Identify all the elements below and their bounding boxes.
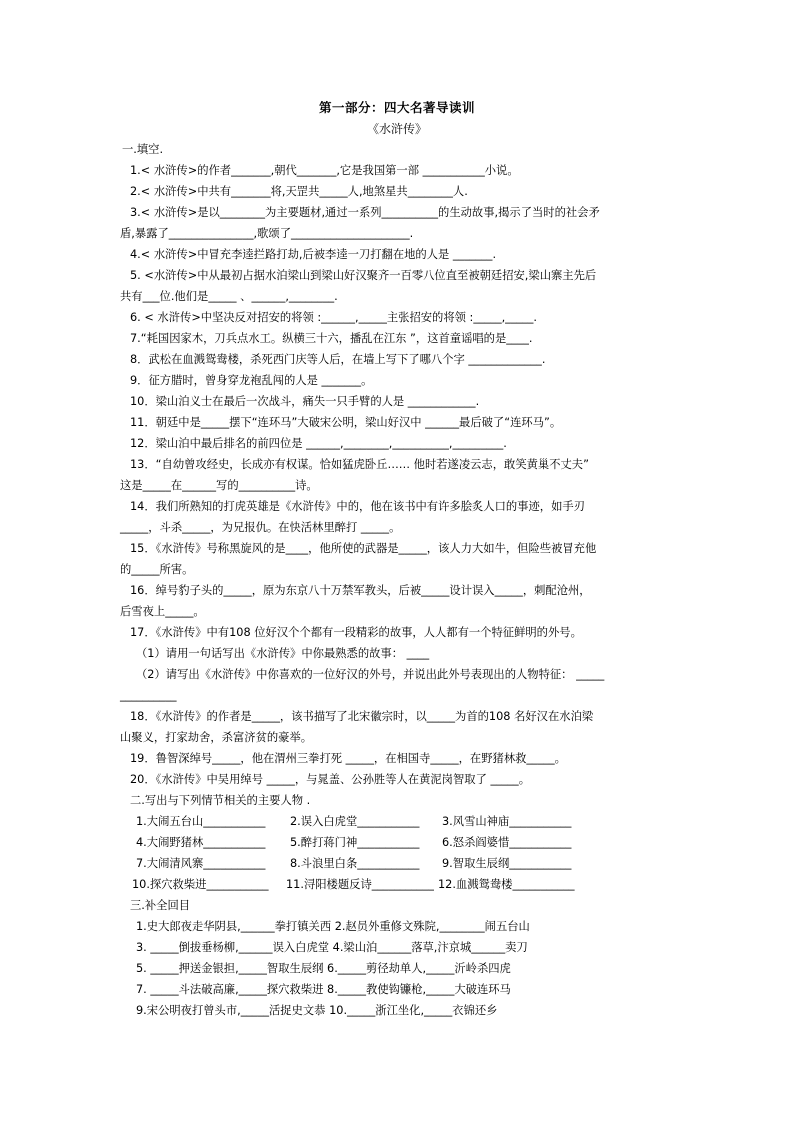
chapter-line: 3. _____倒拔垂杨柳,______误入白虎堂 4.梁山泊______落草,汴京城______卖刀 bbox=[136, 941, 528, 954]
chapter-line: 5. _____押送金银担,_____智取生辰纲 6._____剪径劫单人,_____沂岭杀四虎 bbox=[136, 962, 511, 975]
plot-item: 8.斗浪里白条___________ bbox=[290, 857, 420, 870]
plot-item: 3.风雪山神庙___________ bbox=[442, 815, 572, 828]
question-line: 盾,暴露了_______________,歌颂了_____________________. bbox=[120, 227, 414, 240]
section1-heading: 一.填空. bbox=[122, 143, 164, 156]
question-line: 1.< 水浒传>的作者_______,朝代_______,它是我国第一部 ___________小说。 bbox=[130, 164, 519, 177]
plot-item: 4.大闹野猪林___________ bbox=[136, 836, 266, 849]
page-subtitle: 《水浒传》 bbox=[366, 122, 427, 136]
question-line: 9．征方腊时，曾身穿龙袍乱闯的人是 _______。 bbox=[130, 374, 373, 387]
question-line: 6. < 水浒传>中坚决反对招安的将领 :______,_____主张招安的将领 :_____,_____. bbox=[130, 311, 538, 324]
plot-item: 12.血溅鸳鸯楼___________ bbox=[438, 878, 575, 891]
question-line: 11．朝廷中是_____摆下“连环马”大破宋公明，梁山好汉中 ______最后破了“连环马”。 bbox=[130, 416, 562, 429]
question-line: 这是_____在______写的__________诗。 bbox=[120, 479, 318, 492]
question-line: （1）请用一句话写出《水浒传》中你最熟悉的故事： ____ bbox=[136, 647, 430, 660]
plot-item: 11.浔阳楼题反诗___________ bbox=[286, 878, 434, 891]
question-line: 18．《水浒传》的作者是_____，该书描写了北宋徽宗时，以_____为首的108 名好汉在水泊梁 bbox=[130, 710, 594, 723]
question-line: 4.< 水浒传>中冒充李逵拦路打劫,后被李逵一刀打翻在地的人是 _______. bbox=[130, 248, 497, 261]
plot-item: 1.大闹五台山___________ bbox=[136, 815, 266, 828]
question-line: 8．武松在血溅鸳鸯楼，杀死西门庆等人后，在墙上写下了哪八个字 _____________. bbox=[130, 353, 546, 366]
section2-heading: 二.写出与下列情节相关的主要人物 . bbox=[130, 794, 311, 807]
plot-item: 2.误入白虎堂___________ bbox=[290, 815, 420, 828]
question-line: 13．“自幼曾攻经史，长成亦有权谋。恰如猛虎卧丘…… 他时若遂凌云志，敢笑黄巢不丈夫” bbox=[130, 458, 589, 471]
question-line: 20．《水浒传》中吴用绰号 _____，与晁盖、公孙胜等人在黄泥岗智取了 _____。 bbox=[130, 773, 531, 786]
question-line: 10．梁山泊义士在最后一次战斗，痛失一只手臂的人是 ____________. bbox=[130, 395, 480, 408]
question-line: __________ bbox=[120, 689, 177, 702]
chapter-line: 7. _____斗法破高廉,_____探穴救柴进 8._____教使钩镰枪,_____大破连环马 bbox=[136, 983, 511, 996]
question-line: 2.< 水浒传>中共有_______将,天罡共_____人,地煞星共________人. bbox=[130, 185, 468, 198]
chapter-line: 9.宋公明夜打曾头市,_____活捉史文恭 10._____浙江坐化,_____衣锦还乡 bbox=[136, 1004, 498, 1017]
section3-heading: 三.补全回目 bbox=[130, 899, 191, 912]
question-line: 5. <水浒传>中从最初占据水泊梁山到梁山好汉聚齐一百零八位直至被朝廷招安,梁山寨主先后 bbox=[130, 269, 597, 282]
question-line: 的_____所害。 bbox=[120, 563, 194, 576]
plot-item: 7.大闹清风寨___________ bbox=[136, 857, 266, 870]
question-line: 山聚义，打家劫舍，杀富济贫的豪举。 bbox=[120, 731, 313, 744]
question-line: 16．绰号豹子头的_____，原为东京八十万禁军教头，后被_____设计误入_____，刺配沧州， bbox=[130, 584, 591, 597]
question-line: 共有___位.他们是_____ 、______,________. bbox=[120, 290, 338, 303]
plot-item: 10.探穴救柴进___________ bbox=[132, 878, 269, 891]
question-line: 17．《水浒传》中有108 位好汉个个都有一段精彩的故事，人人都有一个特征鲜明的外号。 bbox=[130, 626, 582, 639]
question-line: 19．鲁智深绰号_____，他在渭州三拳打死 _____，在相国寺_____，在野猪林救_____。 bbox=[130, 752, 566, 765]
question-line: （2）请写出《水浒传》中你喜欢的一位好汉的外号，并说出此外号表现出的人物特征： _____ bbox=[136, 668, 605, 681]
question-line: 7.“耗国因家木，刀兵点水工。纵横三十六，播乱在江东 ”，这首童谣唱的是____. bbox=[130, 332, 533, 345]
question-line: 14．我们所熟知的打虎英雄是《水浒传》中的，他在该书中有许多脍炙人口的事迹，如手刃 bbox=[130, 500, 585, 513]
chapter-line: 1.史大郎夜走华阴县,______拳打镇关西 2.赵员外重修文殊院,________闹五台山 bbox=[136, 920, 530, 933]
question-line: 后雪夜上_____。 bbox=[120, 605, 205, 618]
question-line: _____，斗杀_____，为兄报仇。在快活林里醉打 _____。 bbox=[120, 521, 401, 534]
question-line: 3.< 水浒传>是以________为主要题材,通过一系列__________的生动故事,揭示了当时的社会矛 bbox=[130, 206, 600, 219]
plot-item: 6.怒杀阎婆惜___________ bbox=[442, 836, 572, 849]
question-line: 12．梁山泊中最后排名的前四位是 ______,________,__________,_________. bbox=[130, 437, 507, 450]
plot-item: 9.智取生辰纲___________ bbox=[442, 857, 572, 870]
question-line: 15．《水浒传》号称黑旋风的是____，他所使的武器是_____，该人力大如牛，但险些被冒充他 bbox=[130, 542, 597, 555]
plot-item: 5.醉打蒋门神___________ bbox=[290, 836, 420, 849]
page-title: 第一部分：四大名著导读训 bbox=[318, 100, 475, 115]
